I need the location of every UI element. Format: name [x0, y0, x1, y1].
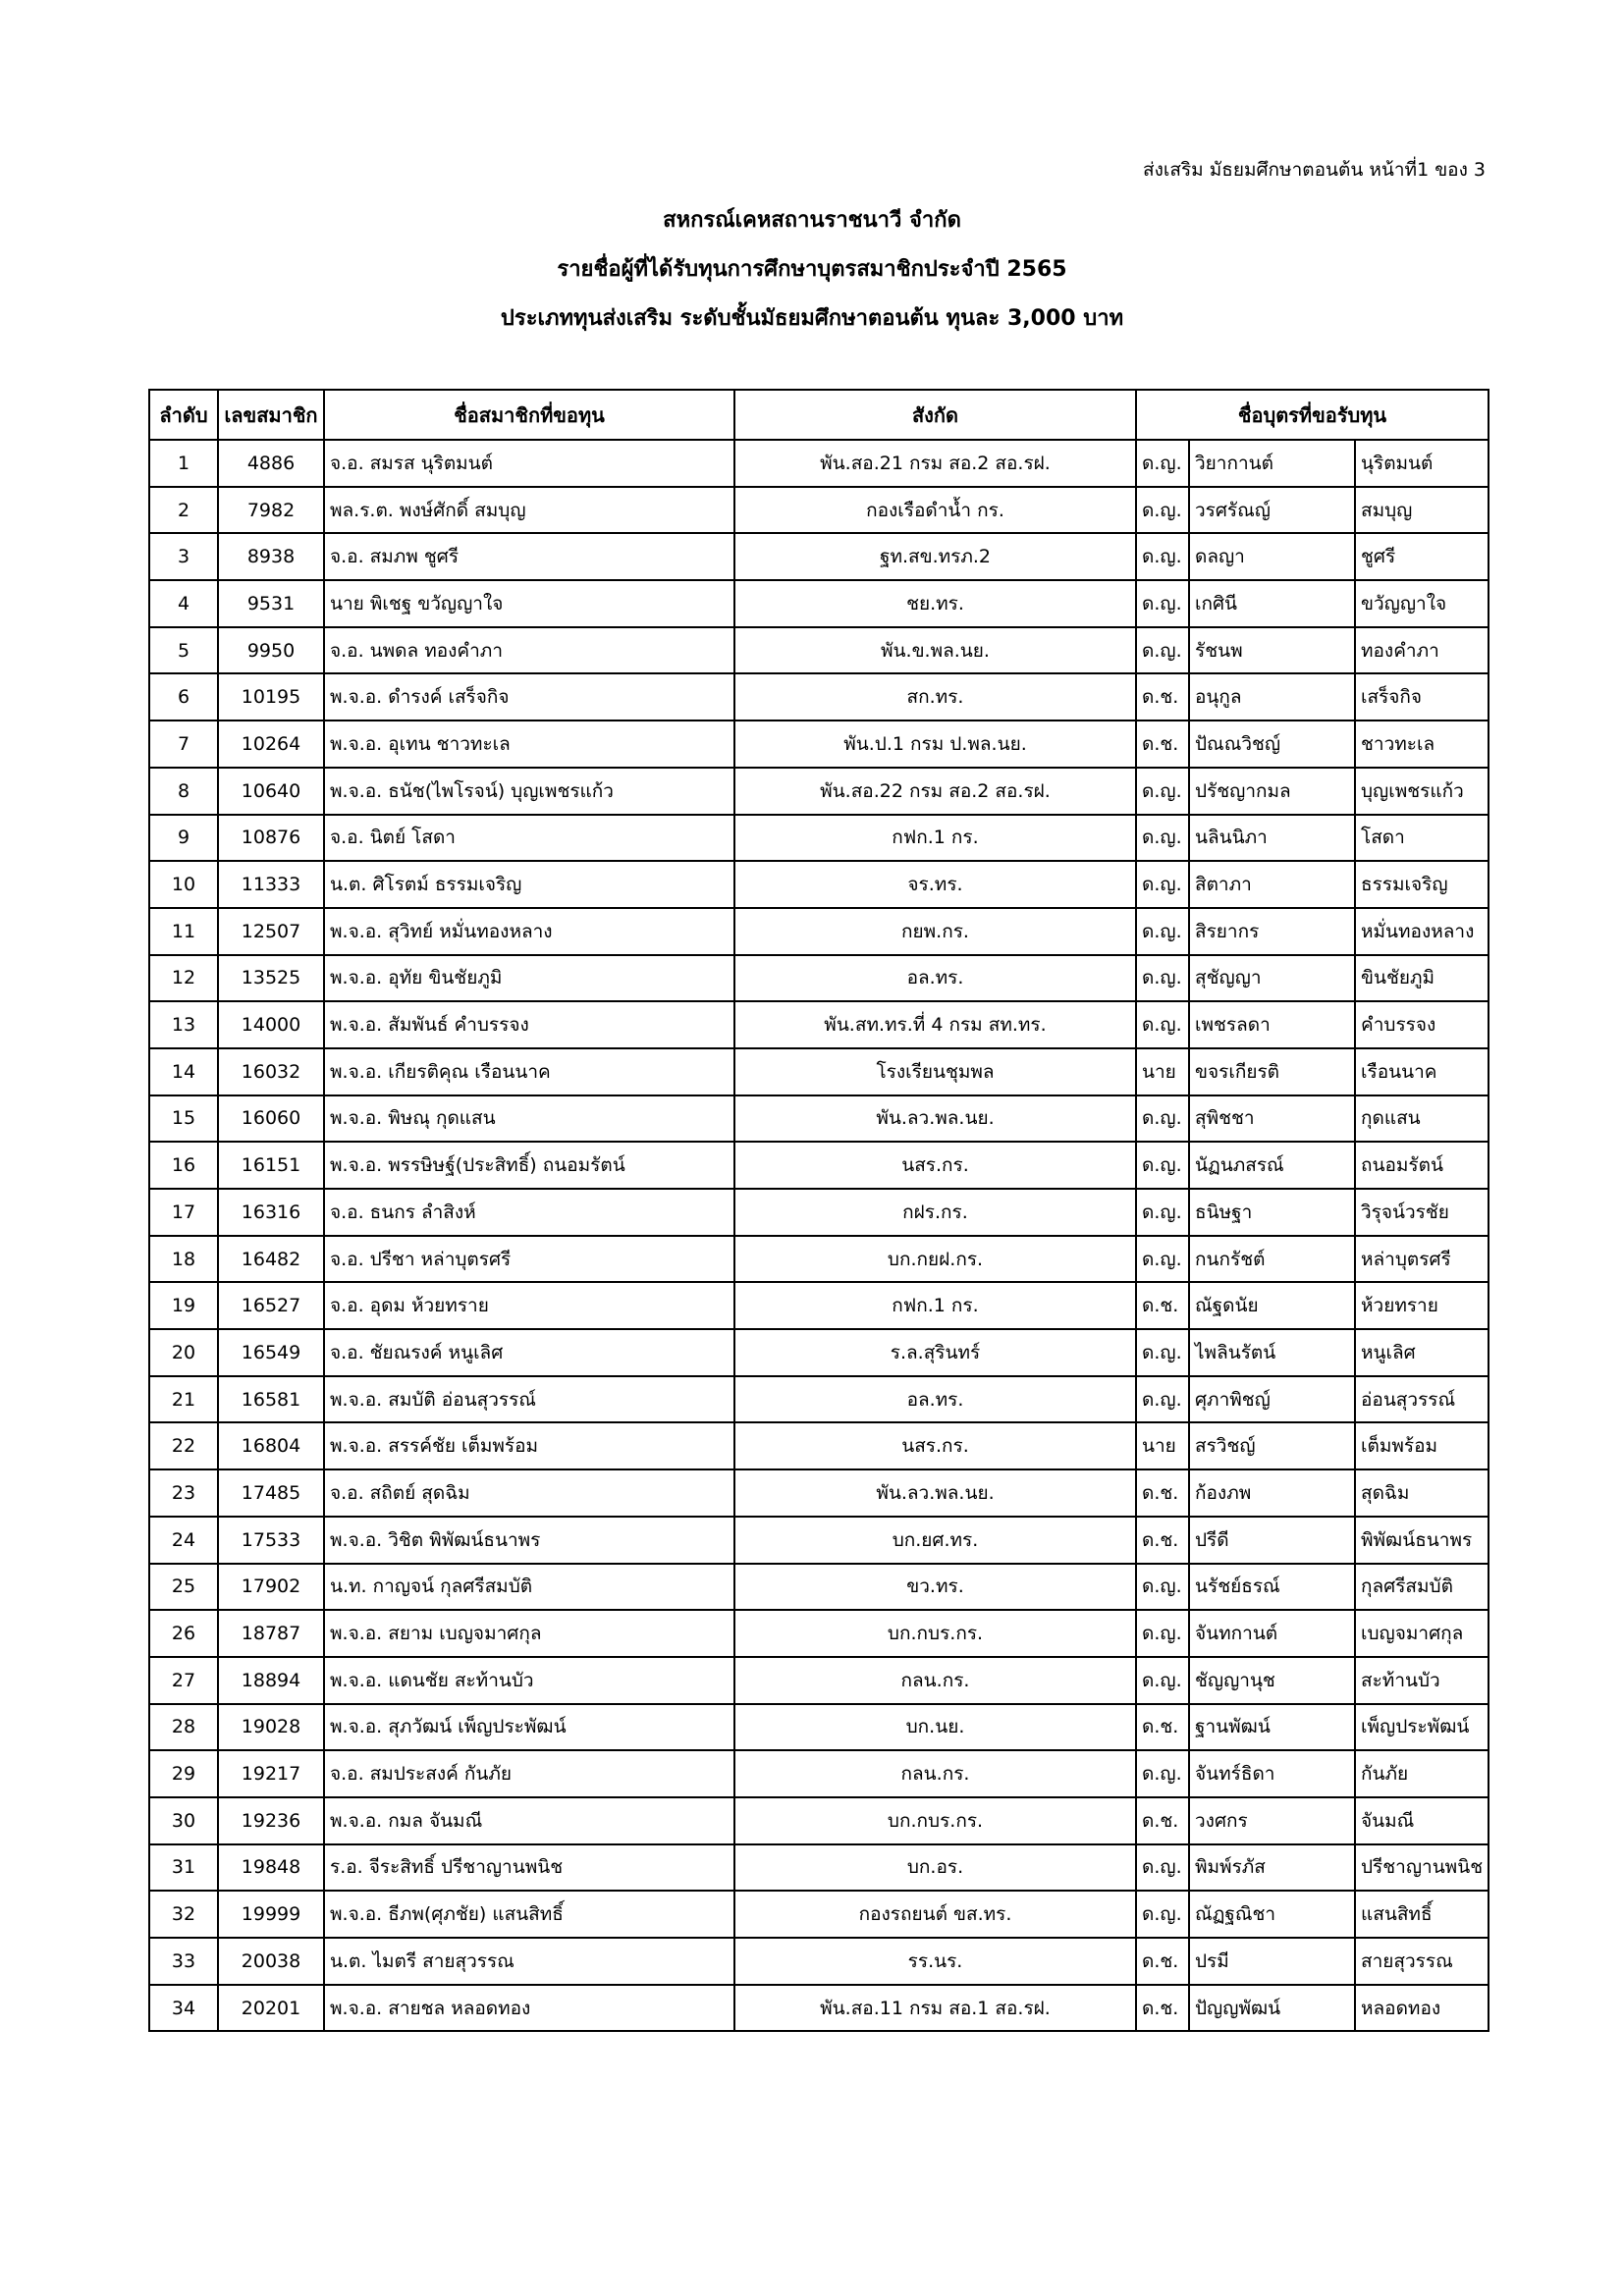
child-title: ด.ช.: [1136, 1282, 1189, 1329]
child-first-name: ปรีดี: [1189, 1517, 1355, 1564]
member-unit: พัน.ลว.พล.นย.: [734, 1469, 1136, 1517]
table-row: [149, 533, 1489, 580]
header-no: ลำดับ: [149, 390, 218, 440]
member-name: พ.จ.อ. สรรค์ชัย เต็มพร้อม: [324, 1422, 734, 1469]
child-last-name: คำบรรจง: [1355, 1001, 1489, 1048]
scholarship-table: [148, 389, 1489, 2032]
child-first-name: ปรัชญากมล: [1189, 768, 1355, 815]
child-last-name: จันมณี: [1355, 1797, 1489, 1844]
child-first-name: เกศินี: [1189, 580, 1355, 627]
member-id: 16151: [218, 1142, 324, 1189]
member-unit: กฟก.1 กร.: [734, 1282, 1136, 1329]
table-row: [149, 768, 1489, 815]
header-unit: สังกัด: [734, 390, 1136, 440]
row-number: 4: [149, 580, 218, 627]
member-name: จ.อ. สมรส นุริตมนต์: [324, 440, 734, 487]
row-number: 2: [149, 487, 218, 534]
table-row: [149, 1938, 1489, 1985]
member-name: พ.จ.อ. ธนัช(ไพโรจน์) บุญเพชรแก้ว: [324, 768, 734, 815]
table-row: [149, 955, 1489, 1002]
child-first-name: ดลญา: [1189, 533, 1355, 580]
table-header-row: [149, 390, 1489, 440]
member-unit: พัน.สอ.21 กรม สอ.2 สอ.รฝ.: [734, 440, 1136, 487]
member-id: 13525: [218, 955, 324, 1002]
child-first-name: สุพิชชา: [1189, 1095, 1355, 1143]
member-id: 20038: [218, 1938, 324, 1985]
child-title: ด.ญ.: [1136, 1610, 1189, 1657]
table-row: [149, 1891, 1489, 1938]
child-first-name: สิรยากร: [1189, 908, 1355, 955]
table-row: [149, 580, 1489, 627]
child-first-name: นัฏนภสรณ์: [1189, 1142, 1355, 1189]
member-unit: บก.กบร.กร.: [734, 1797, 1136, 1844]
child-title: ด.ญ.: [1136, 1844, 1189, 1892]
row-number: 17: [149, 1189, 218, 1236]
member-unit: ฐท.สข.ทรภ.2: [734, 533, 1136, 580]
child-last-name: ขินชัยภูมิ: [1355, 955, 1489, 1002]
member-unit: กลน.กร.: [734, 1657, 1136, 1704]
member-unit: อล.ทร.: [734, 955, 1136, 1002]
member-name: จ.อ. อุดม ห้วยทราย: [324, 1282, 734, 1329]
organization-name: สหกรณ์เคหสถานราชนาวี จำกัด: [663, 208, 961, 233]
row-number: 28: [149, 1704, 218, 1751]
member-name: พ.จ.อ. สยาม เบญจมาศกุล: [324, 1610, 734, 1657]
member-unit: กลน.กร.: [734, 1750, 1136, 1797]
child-first-name: กนกรัชต์: [1189, 1236, 1355, 1283]
child-last-name: หนูเลิศ: [1355, 1329, 1489, 1376]
member-id: 8938: [218, 533, 324, 580]
member-unit: พัน.ลว.พล.นย.: [734, 1095, 1136, 1143]
member-id: 19848: [218, 1844, 324, 1892]
child-first-name: พิมพ์รภัส: [1189, 1844, 1355, 1892]
member-unit: พัน.สอ.22 กรม สอ.2 สอ.รฝ.: [734, 768, 1136, 815]
member-name: จ.อ. สถิตย์ สุดฉิม: [324, 1469, 734, 1517]
table-row: [149, 1189, 1489, 1236]
row-number: 25: [149, 1564, 218, 1611]
table-row: [149, 487, 1489, 534]
table-row: [149, 1797, 1489, 1844]
child-last-name: อ่อนสุวรรณ์: [1355, 1376, 1489, 1423]
member-name: พล.ร.ต. พงษ์ศักดิ์ สมบุญ: [324, 487, 734, 534]
member-unit: อล.ทร.: [734, 1376, 1136, 1423]
row-number: 26: [149, 1610, 218, 1657]
child-last-name: โสดา: [1355, 815, 1489, 862]
row-number: 34: [149, 1985, 218, 2032]
child-first-name: สรวิชญ์: [1189, 1422, 1355, 1469]
table-row: [149, 815, 1489, 862]
child-last-name: ขวัญญาใจ: [1355, 580, 1489, 627]
child-title: ด.ญ.: [1136, 1095, 1189, 1143]
child-last-name: วิรุจน์วรชัย: [1355, 1189, 1489, 1236]
member-unit: ชย.ทร.: [734, 580, 1136, 627]
child-title: ด.ญ.: [1136, 908, 1189, 955]
child-title: ด.ญ.: [1136, 1564, 1189, 1611]
child-title: ด.ญ.: [1136, 1657, 1189, 1704]
child-last-name: ชูศรี: [1355, 533, 1489, 580]
child-title: ด.ญ.: [1136, 1891, 1189, 1938]
child-first-name: วงศกร: [1189, 1797, 1355, 1844]
member-unit: พัน.สท.ทร.ที่ 4 กรม สท.ทร.: [734, 1001, 1136, 1048]
child-first-name: วิยากานต์: [1189, 440, 1355, 487]
member-id: 16316: [218, 1189, 324, 1236]
member-unit: นสร.กร.: [734, 1422, 1136, 1469]
page-note: ส่งเสริม มัธยมศึกษาตอนต้น หน้าที่1 ของ 3: [1142, 159, 1486, 181]
table-row: [149, 1095, 1489, 1143]
row-number: 20: [149, 1329, 218, 1376]
member-id: 16581: [218, 1376, 324, 1423]
child-first-name: เพชรลดา: [1189, 1001, 1355, 1048]
member-name: พ.จ.อ. วิชิต พิพัฒน์ธนาพร: [324, 1517, 734, 1564]
child-last-name: สุดฉิม: [1355, 1469, 1489, 1517]
member-name: พ.จ.อ. ธีภพ(ศุภชัย) แสนสิทธิ์: [324, 1891, 734, 1938]
table-row: [149, 1610, 1489, 1657]
child-title: ด.ช.: [1136, 673, 1189, 721]
table-row: [149, 1048, 1489, 1095]
row-number: 1: [149, 440, 218, 487]
child-last-name: เพ็ญประพัฒน์: [1355, 1704, 1489, 1751]
member-name: พ.จ.อ. สายชล หลอดทอง: [324, 1985, 734, 2032]
member-unit: จร.ทร.: [734, 861, 1136, 908]
child-last-name: ถนอมรัตน์: [1355, 1142, 1489, 1189]
table-row: [149, 1564, 1489, 1611]
child-last-name: สายสุวรรณ: [1355, 1938, 1489, 1985]
table-row: [149, 627, 1489, 674]
child-first-name: ก้องภพ: [1189, 1469, 1355, 1517]
row-number: 11: [149, 908, 218, 955]
child-title: ด.ญ.: [1136, 1376, 1189, 1423]
member-name: พ.จ.อ. ดำรงค์ เสร็จกิจ: [324, 673, 734, 721]
member-id: 16482: [218, 1236, 324, 1283]
table-row: [149, 1517, 1489, 1564]
member-unit: รร.นร.: [734, 1938, 1136, 1985]
child-title: ด.ช.: [1136, 1517, 1189, 1564]
member-id: 10640: [218, 768, 324, 815]
table-row: [149, 721, 1489, 768]
child-first-name: ณัฐดนัย: [1189, 1282, 1355, 1329]
child-title: ด.ญ.: [1136, 440, 1189, 487]
member-id: 18894: [218, 1657, 324, 1704]
member-unit: กฝร.กร.: [734, 1189, 1136, 1236]
row-number: 5: [149, 627, 218, 674]
member-name: นาย พิเชฐ ขวัญญาใจ: [324, 580, 734, 627]
row-number: 27: [149, 1657, 218, 1704]
member-name: น.ต. ไมตรี สายสุวรรณ: [324, 1938, 734, 1985]
table-row: [149, 1844, 1489, 1892]
child-last-name: แสนสิทธิ์: [1355, 1891, 1489, 1938]
member-unit: บก.อร.: [734, 1844, 1136, 1892]
member-name: จ.อ. นิตย์ โสดา: [324, 815, 734, 862]
header-member-id: เลขสมาชิก: [218, 390, 324, 440]
row-number: 9: [149, 815, 218, 862]
member-unit: สก.ทร.: [734, 673, 1136, 721]
member-id: 17485: [218, 1469, 324, 1517]
child-first-name: จันทกานต์: [1189, 1610, 1355, 1657]
table-row: [149, 1657, 1489, 1704]
row-number: 6: [149, 673, 218, 721]
child-title: ด.ญ.: [1136, 580, 1189, 627]
row-number: 12: [149, 955, 218, 1002]
row-number: 8: [149, 768, 218, 815]
table-row: [149, 1704, 1489, 1751]
row-number: 23: [149, 1469, 218, 1517]
child-last-name: บุญเพชรแก้ว: [1355, 768, 1489, 815]
member-unit: ขว.ทร.: [734, 1564, 1136, 1611]
row-number: 32: [149, 1891, 218, 1938]
member-id: 7982: [218, 487, 324, 534]
child-title: ด.ญ.: [1136, 861, 1189, 908]
member-id: 14000: [218, 1001, 324, 1048]
row-number: 33: [149, 1938, 218, 1985]
member-id: 16549: [218, 1329, 324, 1376]
member-name: พ.จ.อ. เกียรติคุณ เรือนนาค: [324, 1048, 734, 1095]
child-title: ด.ญ.: [1136, 768, 1189, 815]
member-id: 11333: [218, 861, 324, 908]
row-number: 30: [149, 1797, 218, 1844]
table-row: [149, 1282, 1489, 1329]
child-last-name: หลอดทอง: [1355, 1985, 1489, 2032]
member-unit: กฟก.1 กร.: [734, 815, 1136, 862]
member-name: จ.อ. ชัยณรงค์ หนูเลิศ: [324, 1329, 734, 1376]
child-first-name: อนุกูล: [1189, 673, 1355, 721]
child-last-name: หล่าบุตรศรี: [1355, 1236, 1489, 1283]
member-id: 9950: [218, 627, 324, 674]
table-row: [149, 1236, 1489, 1283]
child-last-name: เต็มพร้อม: [1355, 1422, 1489, 1469]
member-id: 17533: [218, 1517, 324, 1564]
member-id: 19028: [218, 1704, 324, 1751]
child-title: ด.ญ.: [1136, 533, 1189, 580]
row-number: 21: [149, 1376, 218, 1423]
child-last-name: ชาวทะเล: [1355, 721, 1489, 768]
member-id: 19217: [218, 1750, 324, 1797]
child-title: ด.ญ.: [1136, 1236, 1189, 1283]
table-row: [149, 1750, 1489, 1797]
row-number: 22: [149, 1422, 218, 1469]
child-title: ด.ญ.: [1136, 487, 1189, 534]
child-title: นาย: [1136, 1048, 1189, 1095]
member-id: 18787: [218, 1610, 324, 1657]
header-member-name: ชื่อสมาชิกที่ขอทุน: [324, 390, 734, 440]
member-id: 10195: [218, 673, 324, 721]
table-row: [149, 440, 1489, 487]
child-first-name: ฐานพัฒน์: [1189, 1704, 1355, 1751]
member-id: 19236: [218, 1797, 324, 1844]
child-last-name: กุลศรีสมบัติ: [1355, 1564, 1489, 1611]
table-row: [149, 1985, 1489, 2032]
member-unit: บก.นย.: [734, 1704, 1136, 1751]
document-subtitle: ประเภททุนส่งเสริม ระดับชั้นมัธยมศึกษาตอนต้น ทุนละ 3,000 บาท: [500, 306, 1124, 331]
row-number: 31: [149, 1844, 218, 1892]
child-last-name: กุดแสน: [1355, 1095, 1489, 1143]
table-row: [149, 1469, 1489, 1517]
member-unit: บก.กบร.กร.: [734, 1610, 1136, 1657]
table-row: [149, 861, 1489, 908]
member-id: 20201: [218, 1985, 324, 2032]
child-last-name: หมั่นทองหลาง: [1355, 908, 1489, 955]
row-number: 13: [149, 1001, 218, 1048]
child-title: ด.ญ.: [1136, 955, 1189, 1002]
row-number: 18: [149, 1236, 218, 1283]
child-last-name: ธรรมเจริญ: [1355, 861, 1489, 908]
table-row: [149, 673, 1489, 721]
member-name: พ.จ.อ. สมบัติ อ่อนสุวรรณ์: [324, 1376, 734, 1423]
child-first-name: รัชนพ: [1189, 627, 1355, 674]
child-last-name: กันภัย: [1355, 1750, 1489, 1797]
member-id: 19999: [218, 1891, 324, 1938]
member-unit: พัน.ป.1 กรม ป.พล.นย.: [734, 721, 1136, 768]
member-name: พ.จ.อ. สุวิทย์ หมั่นทองหลาง: [324, 908, 734, 955]
child-title: ด.ช.: [1136, 721, 1189, 768]
child-last-name: เบญจมาศกุล: [1355, 1610, 1489, 1657]
member-name: พ.จ.อ. อุเทน ชาวทะเล: [324, 721, 734, 768]
child-title: ด.ช.: [1136, 1469, 1189, 1517]
document-headings: [0, 196, 1624, 344]
member-unit: พัน.ข.พล.นย.: [734, 627, 1136, 674]
row-number: 14: [149, 1048, 218, 1095]
table-row: [149, 1329, 1489, 1376]
child-first-name: สุชัญญา: [1189, 955, 1355, 1002]
child-last-name: เรือนนาค: [1355, 1048, 1489, 1095]
child-last-name: สมบุญ: [1355, 487, 1489, 534]
table-row: [149, 1422, 1489, 1469]
child-first-name: สิตาภา: [1189, 861, 1355, 908]
row-number: 16: [149, 1142, 218, 1189]
child-first-name: ปัณณวิชญ์: [1189, 721, 1355, 768]
member-id: 9531: [218, 580, 324, 627]
child-title: ด.ช.: [1136, 1938, 1189, 1985]
member-name: จ.อ. สมภพ ชูศรี: [324, 533, 734, 580]
table-row: [149, 1001, 1489, 1048]
child-last-name: สะท้านบัว: [1355, 1657, 1489, 1704]
child-title: ด.ช.: [1136, 1985, 1189, 2032]
table-row: [149, 1142, 1489, 1189]
child-title: ด.ญ.: [1136, 1750, 1189, 1797]
child-last-name: ห้วยทราย: [1355, 1282, 1489, 1329]
child-first-name: ชัญญานุช: [1189, 1657, 1355, 1704]
child-first-name: ธนิษฐา: [1189, 1189, 1355, 1236]
member-unit: กองรถยนต์ ขส.ทร.: [734, 1891, 1136, 1938]
child-first-name: ปัญญพัฒน์: [1189, 1985, 1355, 2032]
header-child-name: ชื่อบุตรที่ขอรับทุน: [1136, 390, 1489, 440]
child-title: นาย: [1136, 1422, 1189, 1469]
member-unit: ร.ล.สุรินทร์: [734, 1329, 1136, 1376]
child-first-name: จันทร์ธิดา: [1189, 1750, 1355, 1797]
member-name: พ.จ.อ. สุภวัฒน์ เพ็ญประพัฒน์: [324, 1704, 734, 1751]
member-name: น.ต. ศิโรตม์ ธรรมเจริญ: [324, 861, 734, 908]
member-name: พ.จ.อ. พรรษิษฐ์(ประสิทธิ์) ถนอมรัตน์: [324, 1142, 734, 1189]
member-name: จ.อ. ธนกร ลำสิงห์: [324, 1189, 734, 1236]
member-unit: กองเรือดำน้ำ กร.: [734, 487, 1136, 534]
child-title: ด.ญ.: [1136, 1329, 1189, 1376]
member-id: 12507: [218, 908, 324, 955]
member-id: 17902: [218, 1564, 324, 1611]
member-id: 10876: [218, 815, 324, 862]
table-row: [149, 908, 1489, 955]
member-id: 16032: [218, 1048, 324, 1095]
row-number: 3: [149, 533, 218, 580]
member-id: 16527: [218, 1282, 324, 1329]
member-name: ร.อ. จีระสิทธิ์ ปรีชาญานพนิช: [324, 1844, 734, 1892]
child-title: ด.ช.: [1136, 1704, 1189, 1751]
table-row: [149, 1376, 1489, 1423]
member-name: พ.จ.อ. กมล จันมณี: [324, 1797, 734, 1844]
member-unit: บก.กยฝ.กร.: [734, 1236, 1136, 1283]
table-body: [149, 440, 1489, 2031]
member-id: 4886: [218, 440, 324, 487]
member-unit: นสร.กร.: [734, 1142, 1136, 1189]
member-unit: บก.ยศ.ทร.: [734, 1517, 1136, 1564]
member-name: พ.จ.อ. แดนชัย สะท้านบัว: [324, 1657, 734, 1704]
row-number: 19: [149, 1282, 218, 1329]
child-last-name: ปรีชาญานพนิช: [1355, 1844, 1489, 1892]
row-number: 24: [149, 1517, 218, 1564]
member-id: 16804: [218, 1422, 324, 1469]
child-title: ด.ญ.: [1136, 815, 1189, 862]
row-number: 15: [149, 1095, 218, 1143]
document-title: รายชื่อผู้ที่ได้รับทุนการศึกษาบุตรสมาชิกประจำปี 2565: [557, 257, 1067, 282]
child-first-name: วรศรัณญ์: [1189, 487, 1355, 534]
row-number: 10: [149, 861, 218, 908]
row-number: 29: [149, 1750, 218, 1797]
child-title: ด.ญ.: [1136, 1189, 1189, 1236]
member-name: น.ท. กาญจน์ กุลศรีสมบัติ: [324, 1564, 734, 1611]
child-title: ด.ญ.: [1136, 1001, 1189, 1048]
member-name: พ.จ.อ. พิษณุ กุดแสน: [324, 1095, 734, 1143]
child-title: ด.ญ.: [1136, 627, 1189, 674]
member-unit: พัน.สอ.11 กรม สอ.1 สอ.รฝ.: [734, 1985, 1136, 2032]
member-name: พ.จ.อ. สัมพันธ์ คำบรรจง: [324, 1001, 734, 1048]
child-first-name: ณัฏฐณิชา: [1189, 1891, 1355, 1938]
child-first-name: นลินนิภา: [1189, 815, 1355, 862]
child-first-name: ขจรเกียรติ: [1189, 1048, 1355, 1095]
child-title: ด.ญ.: [1136, 1142, 1189, 1189]
child-last-name: ทองคำภา: [1355, 627, 1489, 674]
member-unit: โรงเรียนชุมพล: [734, 1048, 1136, 1095]
child-first-name: ศุภาพิชญ์: [1189, 1376, 1355, 1423]
member-id: 10264: [218, 721, 324, 768]
member-name: พ.จ.อ. อุทัย ขินชัยภูมิ: [324, 955, 734, 1002]
member-name: จ.อ. สมประสงค์ กันภัย: [324, 1750, 734, 1797]
child-first-name: ปรมี: [1189, 1938, 1355, 1985]
member-name: จ.อ. นพดล ทองคำภา: [324, 627, 734, 674]
child-last-name: พิพัฒน์ธนาพร: [1355, 1517, 1489, 1564]
row-number: 7: [149, 721, 218, 768]
child-last-name: นุริตมนต์: [1355, 440, 1489, 487]
member-unit: กยพ.กร.: [734, 908, 1136, 955]
child-first-name: ไพลินรัตน์: [1189, 1329, 1355, 1376]
child-last-name: เสร็จกิจ: [1355, 673, 1489, 721]
child-title: ด.ช.: [1136, 1797, 1189, 1844]
member-name: จ.อ. ปรีชา หล่าบุตรศรี: [324, 1236, 734, 1283]
member-id: 16060: [218, 1095, 324, 1143]
child-first-name: นรัชย์ธรณ์: [1189, 1564, 1355, 1611]
